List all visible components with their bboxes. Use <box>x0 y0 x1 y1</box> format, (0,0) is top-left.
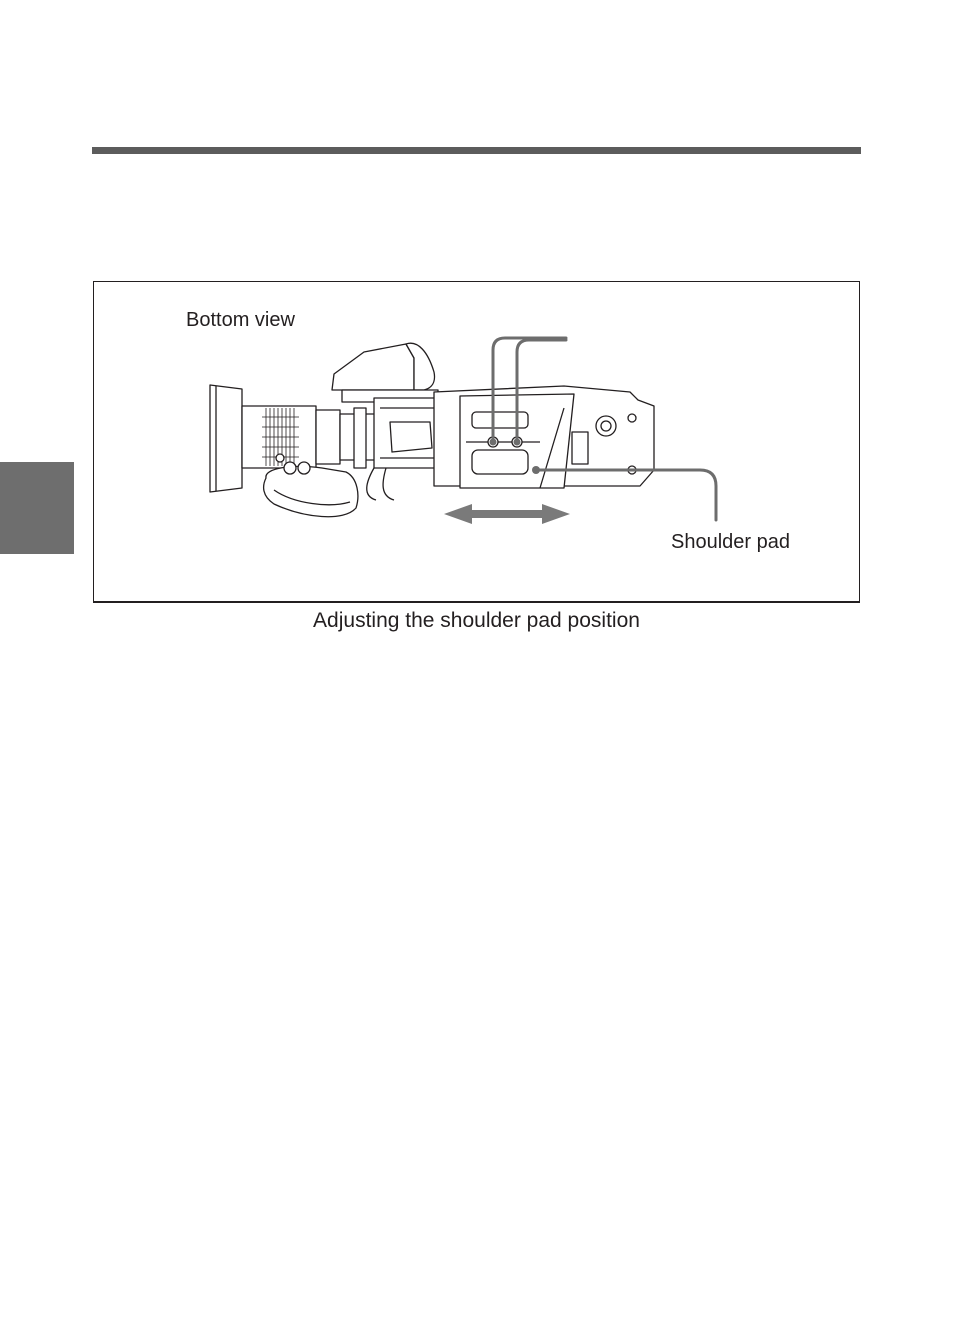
figure-caption: Adjusting the shoulder pad position <box>313 609 640 632</box>
bottom-view-label: Bottom view <box>186 309 295 331</box>
grip-button <box>284 462 296 474</box>
zoom-grip <box>264 466 358 516</box>
shoulder-pad-label: Shoulder pad <box>671 531 790 553</box>
chapter-tab <box>0 462 74 554</box>
viewfinder <box>332 344 414 390</box>
grip-button <box>298 462 310 474</box>
figure-frame <box>93 281 860 603</box>
lens-hood <box>210 385 242 492</box>
adjust-direction-arrow <box>444 504 570 524</box>
section-header-rule <box>92 147 861 154</box>
